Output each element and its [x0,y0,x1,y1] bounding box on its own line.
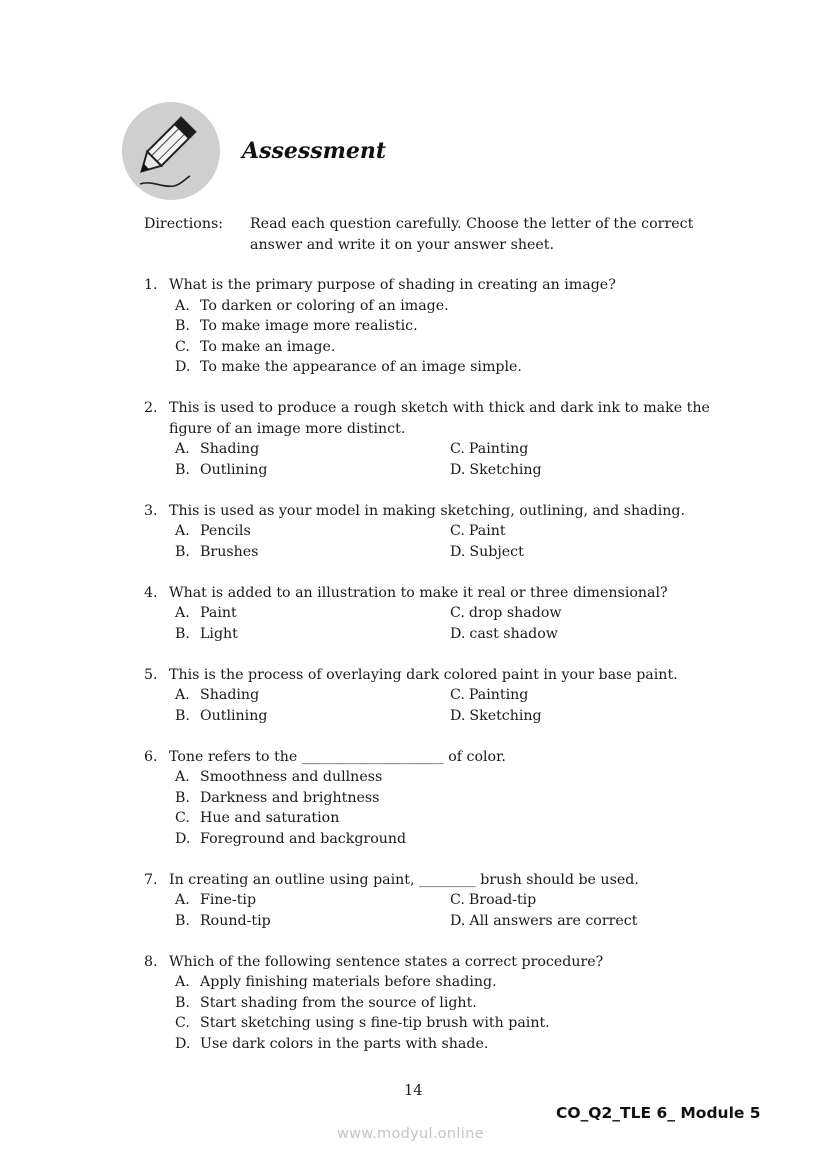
option-text: Paint [200,605,237,621]
answer-option [175,624,450,645]
option-letter: D. [175,359,191,375]
option-text: Start sketching using s fine-tip brush with paint. [200,1015,550,1031]
question-stem [144,747,744,768]
answer-option [450,890,750,911]
question-stem [144,952,744,973]
option-letter: D. [450,543,466,560]
answer-option [175,788,744,809]
option-text: Round-tip [200,912,271,929]
option-text: Smoothness and dullness [200,769,383,785]
option-text: Shading [200,687,260,703]
option-text: Shading [200,441,260,457]
option-text: Painting [468,687,529,703]
page-number: 14 [404,1083,423,1099]
option-text: Apply finishing materials before shading. [200,974,497,990]
question-number: 3. [144,502,158,519]
option-text: Pencils [200,523,251,539]
option-letter: A. [175,523,190,539]
option-text: Subject [469,543,524,560]
directions-label: Directions: [144,216,224,232]
answer-options [144,767,744,849]
option-letter: C. [175,1015,190,1031]
option-letter: B. [175,994,190,1011]
answer-options [144,296,744,378]
watermark: www.modyul.online [337,1126,484,1142]
question-text: Which of the following sentence states a correct procedure? [169,953,604,970]
option-letter: A. [175,605,190,621]
question-stem [144,501,744,522]
question-text: What is the primary purpose of shading in creating an image? [169,277,616,293]
option-letter: B. [175,318,190,334]
module-code: CO_Q2_TLE 6_ Module 5 [556,1104,761,1122]
answer-option [175,767,744,788]
option-letter: D. [450,461,466,478]
option-text: Sketching [469,707,542,724]
question-number: 2. [144,400,158,416]
question-item [144,583,744,645]
option-letter: B. [175,912,190,929]
option-text: Light [200,625,238,642]
answer-option [175,829,744,850]
question-text: In creating an outline using paint, ________ brush should be used. [169,871,639,888]
question-stem [144,275,744,296]
answer-option [175,911,450,932]
answer-option [450,542,750,563]
question-text: This is the process of overlaying dark colored paint in your base paint. [169,666,678,683]
answer-option [175,685,450,706]
question-item [144,870,744,932]
option-text: Outlining [200,461,268,478]
option-text: Outlining [200,707,268,724]
option-letter: A. [175,687,190,703]
answer-option [175,603,450,624]
question-item [144,501,744,563]
answer-option [175,890,450,911]
option-letter: C. [175,338,190,355]
question-number: 1. [144,277,158,293]
answer-options [144,521,744,562]
question-item [144,747,744,850]
option-letter: B. [175,461,190,478]
option-text: Hue and saturation [200,810,340,826]
question-number: 5. [144,666,158,683]
answer-option [175,808,744,829]
answer-option [175,439,450,460]
option-letter: C. [175,810,190,826]
question-text: What is added to an illustration to make it real or three dimensional? [169,584,668,601]
option-letter: D. [175,830,191,847]
option-text: To darken or coloring of an image. [200,297,449,314]
question-item [144,665,744,727]
question-text: This is used to produce a rough sketch with thick and dark ink to make the figure of an image more distinct. [169,400,710,437]
option-text: Fine-tip [200,892,257,908]
question-text: Tone refers to the ____________________ of color. [169,748,506,765]
option-letter: D. [450,707,466,724]
option-text: cast shadow [469,625,558,642]
option-letter: B. [175,789,190,806]
option-text: Darkness and brightness [200,789,380,806]
question-item [144,275,744,378]
option-text: Paint [468,523,506,539]
question-item [144,952,744,1055]
answer-options [144,890,744,931]
page-title: Assessment [242,138,387,164]
option-letter: B. [175,707,190,724]
question-number: 4. [144,584,158,601]
option-letter: C. [450,687,465,703]
option-text: Sketching [469,461,542,478]
option-letter: A. [175,297,190,314]
question-number: 7. [144,871,158,888]
answer-option [450,439,750,460]
option-text: drop shadow [468,605,562,621]
answer-option [175,357,744,378]
question-item [144,398,744,480]
question-list [144,275,744,1075]
question-stem [144,398,744,439]
answer-option [175,521,450,542]
option-letter: C. [450,892,465,908]
answer-option [175,296,744,317]
option-text: To make an image. [200,338,336,355]
answer-option [450,685,750,706]
option-text: Broad-tip [468,892,537,908]
answer-options [144,685,744,726]
answer-option [175,972,744,993]
option-letter: C. [450,605,465,621]
option-letter: A. [175,441,190,457]
answer-options [144,972,744,1054]
answer-option [175,1034,744,1055]
answer-option [175,542,450,563]
option-letter: A. [175,769,190,785]
option-letter: A. [175,974,190,990]
option-text: To make image more realistic. [200,318,418,334]
answer-option [175,993,744,1014]
option-letter: B. [175,543,190,560]
answer-option [450,624,750,645]
directions-text: Read each question carefully. Choose the letter of the correct answer and write it on your answer sheet. [250,216,694,253]
answer-options [144,439,744,480]
answer-option [175,1013,744,1034]
option-text: Foreground and background [200,830,407,847]
question-text: This is used as your model in making sketching, outlining, and shading. [169,502,685,519]
answer-option [450,521,750,542]
question-stem [144,870,744,891]
answer-option [175,316,744,337]
answer-option [450,603,750,624]
option-letter: C. [450,523,465,539]
option-text: Brushes [200,543,259,560]
option-letter: D. [175,1035,191,1052]
option-text: All answers are correct [469,912,638,929]
option-text: Painting [468,441,529,457]
answer-option [450,460,750,481]
answer-option [175,460,450,481]
answer-option [175,337,744,358]
option-letter: A. [175,892,190,908]
pencil-icon [122,102,220,200]
option-text: Start shading from the source of light. [200,994,477,1011]
option-letter: C. [450,441,465,457]
answer-option [175,706,450,727]
answer-options [144,603,744,644]
option-text: To make the appearance of an image simple. [200,359,522,375]
question-number: 8. [144,953,158,970]
option-letter: D. [450,625,466,642]
option-letter: D. [450,912,466,929]
question-stem [144,583,744,604]
answer-option [450,911,750,932]
option-text: Use dark colors in the parts with shade. [200,1035,489,1052]
question-number: 6. [144,748,158,765]
option-letter: B. [175,625,190,642]
question-stem [144,665,744,686]
answer-option [450,706,750,727]
